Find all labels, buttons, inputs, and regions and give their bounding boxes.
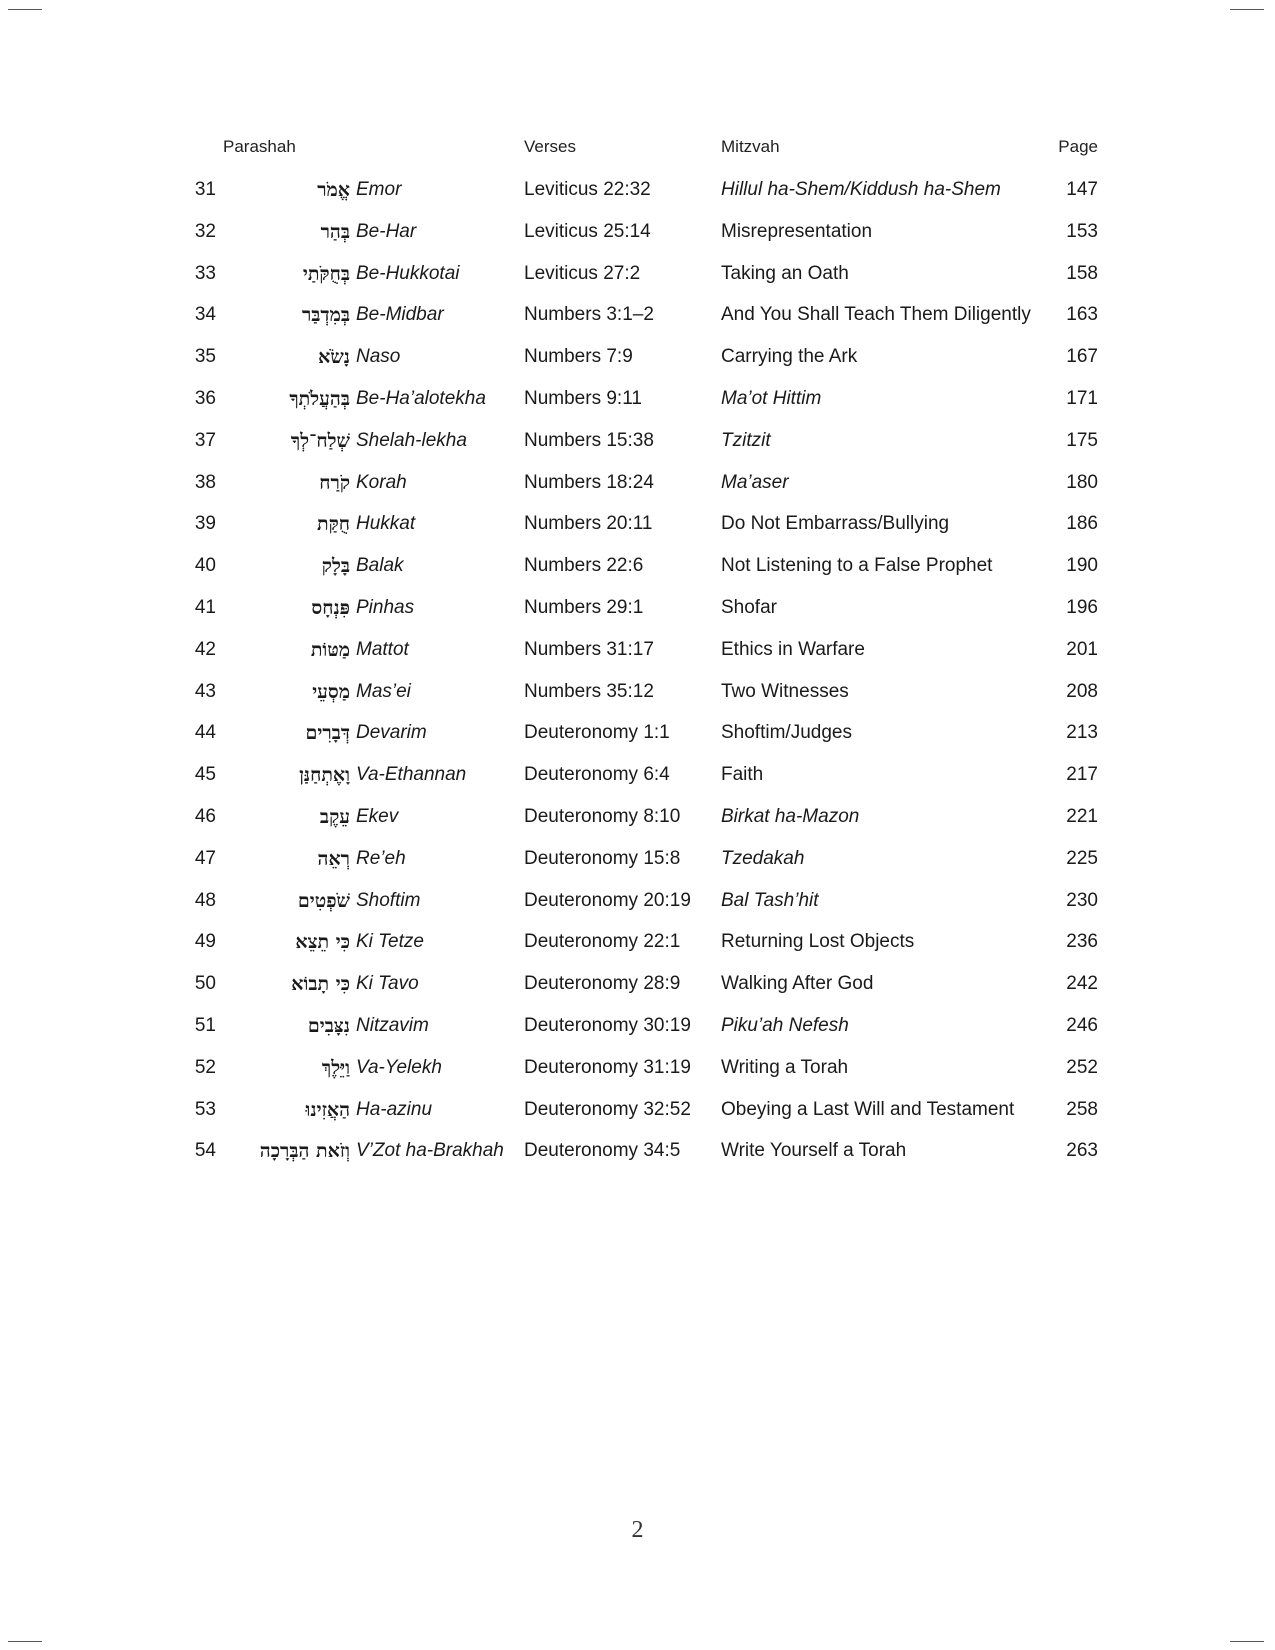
transliteration: Naso — [356, 346, 401, 368]
row-number: 42 — [194, 638, 216, 660]
crop-mark-top-left — [8, 9, 42, 10]
transliteration: Shoftim — [356, 889, 421, 911]
hebrew-name: פִּנְחָס — [311, 596, 350, 619]
verse-reference: Leviticus 22:32 — [524, 179, 651, 200]
row-number: 36 — [194, 387, 216, 409]
transliteration: Hukkat — [356, 513, 416, 535]
row-number: 51 — [194, 1014, 216, 1036]
hebrew-name: בְּהַעֲלֹתְךָ — [289, 387, 350, 410]
hebrew-name: וַיֵּלֶךְ — [321, 1056, 350, 1079]
transliteration: Devarim — [356, 722, 427, 744]
page-reference: 186 — [1066, 513, 1098, 535]
hebrew-name: הַאֲזִינוּ — [305, 1098, 350, 1121]
row-number: 37 — [194, 429, 216, 451]
verse-reference: Deuteronomy 30:19 — [524, 1014, 691, 1036]
table-header — [0, 137, 1275, 161]
page-reference: 221 — [1066, 805, 1098, 827]
page-reference: 175 — [1066, 429, 1098, 451]
table-row — [0, 211, 1275, 253]
transliteration: Emor — [356, 179, 402, 200]
row-number: 45 — [194, 764, 216, 786]
transliteration: Be-Midbar — [356, 304, 444, 326]
page-reference: 201 — [1066, 638, 1098, 660]
hebrew-name: בְּחֻקֹּתַי — [302, 262, 350, 285]
row-number: 50 — [194, 973, 216, 995]
row-number: 48 — [194, 889, 216, 911]
page-reference: 167 — [1066, 346, 1098, 368]
hebrew-name: כִּי תֵצֵא — [295, 931, 350, 954]
verse-reference: Deuteronomy 22:1 — [524, 931, 681, 953]
transliteration: Shelah-lekha — [356, 429, 467, 451]
page-reference: 236 — [1066, 931, 1098, 953]
hebrew-name: בְּמִדְבַּר — [301, 304, 350, 327]
table-row — [0, 1130, 1275, 1172]
verse-reference: Numbers 15:38 — [524, 429, 654, 451]
transliteration: Nitzavim — [356, 1014, 429, 1036]
row-number: 46 — [194, 805, 216, 827]
table-row — [0, 336, 1275, 378]
verse-reference: Numbers 7:9 — [524, 346, 633, 368]
verse-reference: Numbers 9:11 — [524, 387, 642, 409]
mitzvah-title: Taking an Oath — [721, 262, 849, 284]
mitzvah-title: Faith — [721, 764, 764, 786]
mitzvah-title: And You Shall Teach Them Diligently — [721, 304, 1031, 326]
verse-reference: Leviticus 27:2 — [524, 262, 641, 284]
table-row — [0, 754, 1275, 796]
table-row — [0, 838, 1275, 880]
table-row — [0, 671, 1275, 713]
transliteration: Be-Ha’alotekha — [356, 387, 486, 409]
verse-reference: Deuteronomy 15:8 — [524, 847, 681, 869]
hebrew-name: קֹרַח — [319, 471, 350, 494]
hebrew-name: חֻקַּת — [317, 513, 350, 536]
mitzvah-title: Not Listening to a False Prophet — [721, 555, 993, 577]
hebrew-name: נִצָּבִים — [307, 1014, 350, 1037]
page-reference: 163 — [1066, 304, 1098, 326]
table-row — [0, 462, 1275, 504]
parashah-table — [0, 169, 1275, 1172]
page-reference: 153 — [1066, 220, 1098, 242]
header-mitzvah: Mitzvah — [721, 137, 780, 156]
transliteration: Be-Hukkotai — [356, 262, 460, 284]
hebrew-name: נָשֹׂא — [318, 346, 350, 369]
verse-reference: Numbers 29:1 — [524, 596, 644, 618]
row-number: 43 — [194, 680, 216, 702]
row-number: 44 — [194, 722, 216, 744]
row-number: 40 — [194, 555, 216, 577]
crop-mark-top-right — [1230, 9, 1264, 10]
row-number: 53 — [194, 1098, 216, 1120]
table-row — [0, 169, 1275, 211]
mitzvah-title: Ma’aser — [721, 471, 789, 493]
verse-reference: Numbers 20:11 — [524, 513, 653, 535]
verse-reference: Deuteronomy 28:9 — [524, 973, 681, 995]
page-reference: 246 — [1066, 1014, 1098, 1036]
page-reference: 213 — [1066, 722, 1098, 744]
header-verses: Verses — [524, 137, 576, 156]
row-number: 54 — [194, 1140, 216, 1162]
mitzvah-title: Walking After God — [721, 973, 874, 995]
mitzvah-title: Write Yourself a Torah — [721, 1140, 907, 1162]
transliteration: Pinhas — [356, 596, 415, 618]
table-row — [0, 629, 1275, 671]
verse-reference: Numbers 31:17 — [524, 638, 654, 660]
mitzvah-title: Piku’ah Nefesh — [721, 1014, 849, 1036]
mitzvah-title: Shofar — [721, 596, 777, 618]
table-row — [0, 294, 1275, 336]
header-page: Page — [1058, 137, 1098, 156]
page-reference: 171 — [1066, 387, 1098, 409]
page-reference: 252 — [1066, 1056, 1098, 1078]
transliteration: Ekev — [356, 805, 399, 827]
page-reference: 217 — [1066, 764, 1098, 786]
page-reference: 225 — [1066, 847, 1098, 869]
hebrew-name: כִּי תָבוֹא — [291, 973, 350, 996]
crop-mark-bottom-right — [1230, 1641, 1264, 1642]
page-reference: 196 — [1066, 596, 1098, 618]
transliteration: Re’eh — [356, 847, 406, 869]
table-row — [0, 587, 1275, 629]
table-row — [0, 880, 1275, 922]
verse-reference: Deuteronomy 1:1 — [524, 722, 670, 744]
table-row — [0, 503, 1275, 545]
table-row — [0, 921, 1275, 963]
row-number: 34 — [194, 304, 216, 326]
page-reference: 242 — [1066, 973, 1098, 995]
table-row — [0, 796, 1275, 838]
row-number: 49 — [194, 931, 216, 953]
row-number: 35 — [194, 346, 216, 368]
hebrew-name: עֵקֶב — [319, 805, 350, 828]
hebrew-name: שְׁלַח־לְךָ — [290, 429, 350, 452]
table-row — [0, 253, 1275, 295]
verse-reference: Deuteronomy 34:5 — [524, 1140, 681, 1162]
page-reference: 180 — [1066, 471, 1098, 493]
row-number: 31 — [194, 179, 216, 200]
mitzvah-title: Carrying the Ark — [721, 346, 858, 368]
page-reference: 190 — [1066, 555, 1098, 577]
verse-reference: Deuteronomy 31:19 — [524, 1056, 691, 1078]
mitzvah-title: Hillul ha-Shem/Kiddush ha-Shem — [721, 179, 1001, 200]
page-reference: 258 — [1066, 1098, 1098, 1120]
hebrew-name: דְּבָרִים — [305, 722, 350, 745]
hebrew-name: מַטּוֹת — [310, 638, 350, 661]
row-number: 33 — [194, 262, 216, 284]
verse-reference: Numbers 18:24 — [524, 471, 654, 493]
mitzvah-title: Obeying a Last Will and Testament — [721, 1098, 1015, 1120]
mitzvah-title: Bal Tash’hit — [721, 889, 819, 911]
mitzvah-title: Do Not Embarrass/Bullying — [721, 513, 950, 535]
mitzvah-title: Ma’ot Hittim — [721, 387, 822, 409]
table-row — [0, 1089, 1275, 1131]
table-row — [0, 1005, 1275, 1047]
hebrew-name: וְזֹאת הַבְּרָכָה — [259, 1140, 350, 1163]
mitzvah-title: Shoftim/Judges — [721, 722, 852, 744]
mitzvah-title: Tzitzit — [721, 429, 771, 451]
header-parashah: Parashah — [223, 137, 296, 156]
page-reference: 230 — [1066, 889, 1098, 911]
transliteration: Ki Tetze — [356, 931, 424, 953]
table-row — [0, 712, 1275, 754]
mitzvah-title: Two Witnesses — [721, 680, 849, 702]
hebrew-name: וָאֶתְחַנַּן — [299, 764, 350, 787]
transliteration: Balak — [356, 555, 404, 577]
transliteration: Va-Ethannan — [356, 764, 467, 786]
table-row — [0, 378, 1275, 420]
mitzvah-title: Returning Lost Objects — [721, 931, 915, 953]
verse-reference: Numbers 22:6 — [524, 555, 644, 577]
mitzvah-title: Ethics in Warfare — [721, 638, 865, 660]
verse-reference: Numbers 3:1–2 — [524, 304, 654, 326]
verse-reference: Deuteronomy 8:10 — [524, 805, 681, 827]
transliteration: Mattot — [356, 638, 409, 660]
transliteration: Ki Tavo — [356, 973, 419, 995]
transliteration: Be-Har — [356, 220, 417, 242]
crop-mark-bottom-left — [8, 1641, 42, 1642]
page-reference: 263 — [1066, 1140, 1098, 1162]
mitzvah-title: Writing a Torah — [721, 1056, 849, 1078]
row-number: 39 — [194, 513, 216, 535]
table-row — [0, 963, 1275, 1005]
row-number: 32 — [194, 220, 216, 242]
mitzvah-title: Birkat ha-Mazon — [721, 805, 860, 827]
table-row — [0, 545, 1275, 587]
hebrew-name: שֹׁפְטִים — [297, 889, 350, 912]
transliteration: Va-Yelekh — [356, 1056, 442, 1078]
verse-reference: Deuteronomy 20:19 — [524, 889, 691, 911]
verse-reference: Deuteronomy 32:52 — [524, 1098, 691, 1120]
hebrew-name: בְּהַר — [320, 220, 350, 243]
hebrew-name: בָּלָק — [321, 555, 350, 578]
mitzvah-title: Tzedakah — [721, 847, 805, 869]
verse-reference: Deuteronomy 6:4 — [524, 764, 670, 786]
page-reference: 147 — [1066, 179, 1098, 200]
table-row — [0, 1047, 1275, 1089]
table-row — [0, 420, 1275, 462]
transliteration: Ha-azinu — [356, 1098, 433, 1120]
hebrew-name: אֱמֹר — [317, 179, 350, 201]
verse-reference: Leviticus 25:14 — [524, 220, 651, 242]
page-number: 2 — [631, 1517, 644, 1543]
transliteration: V’Zot ha-Brakhah — [356, 1140, 504, 1162]
row-number: 38 — [194, 471, 216, 493]
hebrew-name: רְאֵה — [317, 847, 350, 870]
transliteration: Korah — [356, 471, 407, 493]
row-number: 47 — [194, 847, 216, 869]
row-number: 52 — [194, 1056, 216, 1078]
hebrew-name: מַסְעֵי — [312, 680, 350, 703]
row-number: 41 — [194, 596, 216, 618]
transliteration: Mas’ei — [356, 680, 411, 702]
page-reference: 208 — [1066, 680, 1098, 702]
mitzvah-title: Misrepresentation — [721, 220, 873, 242]
page-reference: 158 — [1066, 262, 1098, 284]
verse-reference: Numbers 35:12 — [524, 680, 654, 702]
